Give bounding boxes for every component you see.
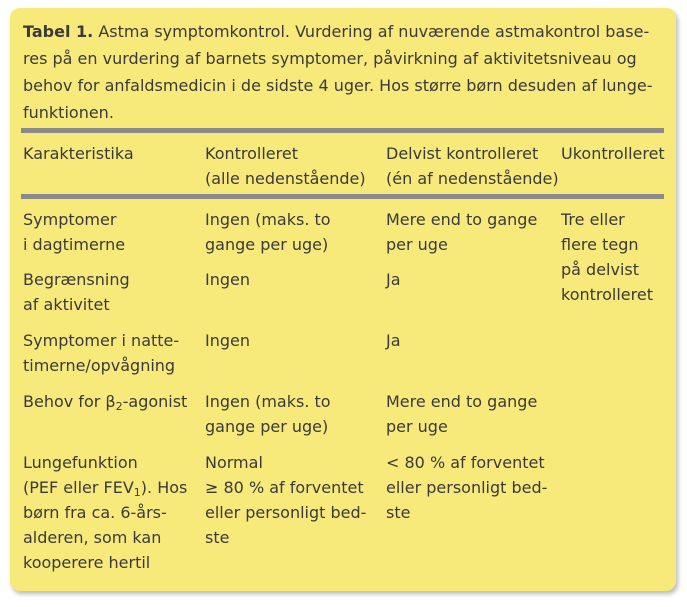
row-beta2-agonist-partly <box>386 389 537 439</box>
cell-text: Ingen (maks. to <box>205 210 331 229</box>
header-partly-line-1: Delvist kontrolleret <box>386 144 539 163</box>
cell-text: Behov for β <box>23 392 116 411</box>
cell-text: Mere end to gange <box>386 210 538 229</box>
row-lung-function-controlled <box>205 450 366 550</box>
cell-text: eller personligt bed- <box>205 503 367 522</box>
cell-text: Symptomer <box>23 210 117 229</box>
cell-text: per uge <box>386 417 448 436</box>
cell-text: per uge <box>386 235 448 254</box>
row-beta2-agonist-controlled <box>205 389 331 439</box>
cell-text: Tre eller <box>561 210 625 229</box>
cell-text: af aktivitet <box>23 295 110 314</box>
cell-text: børn fra ca. 6-års- <box>23 503 167 522</box>
row-lung-function-label <box>23 450 187 575</box>
cell-text: kooperere hertil <box>23 553 151 572</box>
cell-text: gange per uge) <box>205 417 329 436</box>
row-night-symptoms-label <box>23 328 179 378</box>
header-controlled-line-1: Kontrolleret <box>205 144 298 163</box>
cell-text: kontrolleret <box>561 285 653 304</box>
cell-text: i dagtimerne <box>23 235 126 254</box>
cell-text: Begrænsning <box>23 270 130 289</box>
row-activity-limitation-controlled: Ingen <box>205 270 250 289</box>
header-controlled-line-2: (alle nedenstående) <box>205 169 366 188</box>
header-characteristics: Karakteristika <box>23 144 134 163</box>
header-partly-controlled <box>386 141 559 191</box>
cell-text: timerne/opvågning <box>23 356 176 375</box>
caption-line-3: behov for anfaldsmedicin i de sidste 4 uger. Hos større børn desuden af lunge- <box>23 76 653 95</box>
caption-line-2: res på en vurdering af barnets symptomer, påvirkning af aktivitetsniveau og <box>23 49 637 68</box>
row-beta2-agonist-label <box>23 389 187 414</box>
row-night-symptoms-controlled: Ingen <box>205 331 250 350</box>
subscript: 2 <box>115 400 123 413</box>
row-night-symptoms-partly: Ja <box>386 331 401 350</box>
row-activity-limitation-label <box>23 267 130 317</box>
uncontrolled-criteria <box>561 207 653 307</box>
cell-text: ste <box>386 503 411 522</box>
row-daytime-symptoms-label <box>23 207 125 257</box>
cell-text: på delvist <box>561 260 640 279</box>
cell-text: Mere end to gange <box>386 392 538 411</box>
caption-label: Tabel 1. <box>23 22 94 41</box>
caption-line-4: funktionen. <box>23 103 114 122</box>
table-caption <box>23 18 663 126</box>
subscript: 1 <box>133 486 141 499</box>
cell-text: flere tegn <box>561 235 639 254</box>
header-controlled <box>205 141 366 191</box>
cell-text: < 80 % af forventet <box>386 453 545 472</box>
header-rule <box>21 194 664 199</box>
cell-text: (PEF eller FEV <box>23 478 134 497</box>
cell-text: ste <box>205 528 230 547</box>
header-uncontrolled: Ukontrolleret <box>561 144 665 163</box>
cell-text: -agonist <box>122 392 188 411</box>
cell-text: Lungefunktion <box>23 453 138 472</box>
cell-text: ). Hos <box>140 478 188 497</box>
caption-line-1: Astma symptomkontrol. Vurdering af nuværende astmakontrol base- <box>98 22 650 41</box>
cell-text <box>23 475 187 500</box>
row-daytime-symptoms-controlled <box>205 207 331 257</box>
row-lung-function-partly <box>386 450 547 525</box>
cell-text: eller personligt bed- <box>386 478 548 497</box>
cell-text: alderen, som kan <box>23 528 162 547</box>
cell-text: ≥ 80 % af forventet <box>205 478 364 497</box>
cell-text: Normal <box>205 453 263 472</box>
cell-text: gange per uge) <box>205 235 329 254</box>
cell-text: Symptomer i natte- <box>23 331 180 350</box>
row-daytime-symptoms-partly <box>386 207 537 257</box>
cell-text: Ingen (maks. to <box>205 392 331 411</box>
top-rule <box>21 128 664 133</box>
row-activity-limitation-partly: Ja <box>386 270 401 289</box>
header-partly-line-2: (én af nedenstående) <box>386 169 559 188</box>
